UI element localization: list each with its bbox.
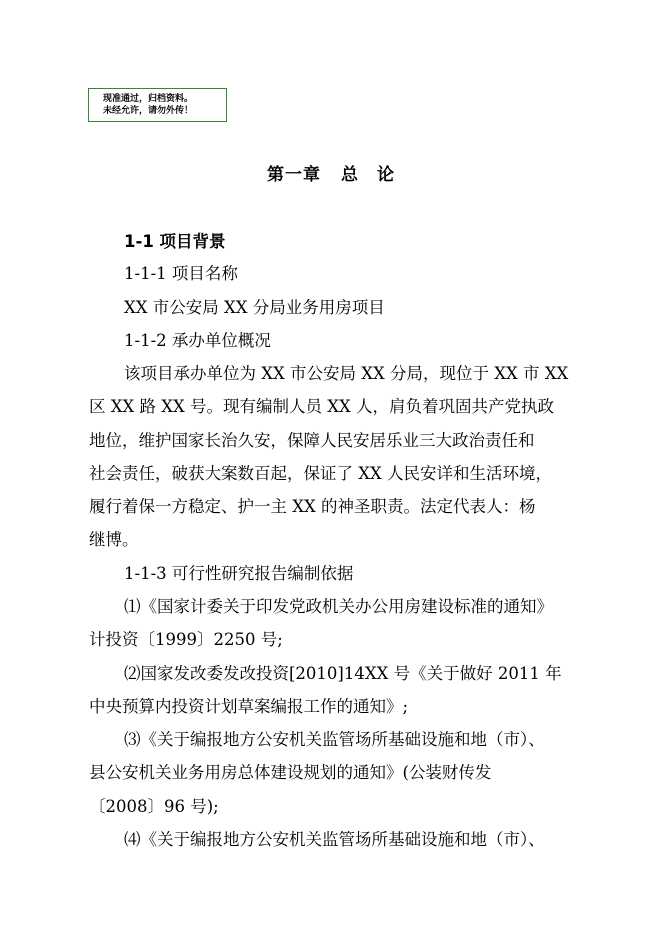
paragraph-line: 履行着保一方稳定、护一主 XX 的神圣职责。法定代表人：杨 <box>89 497 536 516</box>
chapter-title-char-1: 总 <box>341 165 359 185</box>
paragraph-line: XX 市公安局 XX 分局业务用房项目 <box>124 298 385 317</box>
list-item-line: 中央预算内投资计划草案编报工作的通知》; <box>89 697 409 716</box>
subsection-heading: 1-1-1 项目名称 <box>124 264 238 283</box>
paragraph-line: 区 XX 路 XX 号。现有编制人员 XX 人，肩负着巩固共产党执政 <box>89 397 554 416</box>
subsection-heading: 1-1-2 承办单位概况 <box>124 331 271 350</box>
subsection-heading: 1-1-3 可行性研究报告编制依据 <box>124 564 354 583</box>
paragraph-line: 社会责任，破获大案数百起，保证了 XX 人民安详和生活环境， <box>89 464 552 483</box>
chapter-number: 第一章 <box>267 165 321 185</box>
chapter-title-char-2: 论 <box>377 165 395 185</box>
list-item-line: ⑷《关于编报地方公安机关监管场所基础设施和地（市）、 <box>124 830 545 849</box>
approval-stamp <box>88 88 227 122</box>
paragraph-line: 该项目承办单位为 XX 市公安局 XX 分局，现位于 XX 市 XX <box>124 364 569 383</box>
list-item-line: 计投资〔1999〕2250 号; <box>89 630 283 649</box>
stamp-line-2: 未经允许，请勿外传！ <box>103 106 194 116</box>
list-item-line: ⑵国家发改委发改投资[2010]14XX 号《关于做好 2011 年 <box>124 664 562 683</box>
list-item-line: ⑴《国家计委关于印发党政机关办公用房建设标准的通知》 <box>124 597 553 616</box>
list-item-line: ⑶《关于编报地方公安机关监管场所基础设施和地（市）、 <box>124 730 545 749</box>
list-item-line: 〔2008〕96 号); <box>89 797 219 816</box>
stamp-line-1: 现准通过，归档资料。 <box>103 94 194 104</box>
paragraph-line: 地位，维护国家长治久安，保障人民安居乐业三大政治责任和 <box>89 431 535 450</box>
section-heading: 1-1 项目背景 <box>124 232 226 251</box>
paragraph-line: 继博。 <box>89 530 139 549</box>
list-item-line: 县公安机关业务用房总体建设规划的通知》(公装财传发 <box>89 763 492 782</box>
chapter-title <box>0 162 662 188</box>
